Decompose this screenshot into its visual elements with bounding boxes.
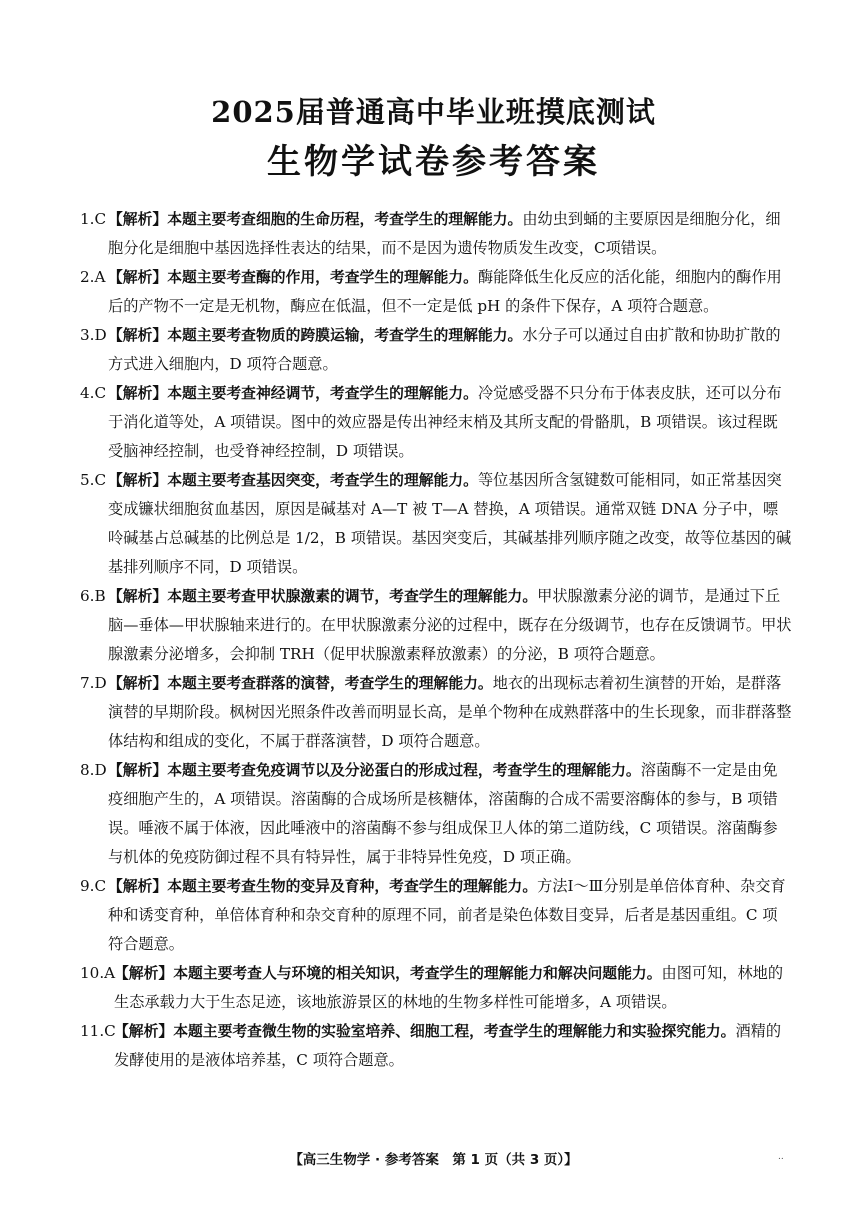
answer-number: 4.C xyxy=(80,384,107,402)
answer-body: 方法Ⅰ～Ⅲ分别是单倍体育种、杂交育种和诱变育种，单倍体育种和杂交育种的原理不同，前者是染色体数目变异，后者是基因重组。C 项符合题意。 xyxy=(108,877,786,953)
exam-title: 2025届普通高中毕业班摸底测试 xyxy=(211,95,656,129)
answer-item-2 xyxy=(80,263,792,321)
answer-lead: 【解析】本题主要考查基因突变，考查学生的理解能力。 xyxy=(108,472,478,489)
answer-number: 9.C xyxy=(80,877,107,895)
answer-item-4 xyxy=(80,379,792,466)
answer-item-9 xyxy=(80,872,792,959)
answer-item-8 xyxy=(80,756,792,872)
answer-lead: 【解析】本题主要考查群落的演替，考查学生的理解能力。 xyxy=(108,675,493,692)
answer-item-6 xyxy=(80,582,792,669)
answer-number: 7.D xyxy=(80,674,107,692)
answer-body: 溶菌酶不一定是由免疫细胞产生的，A 项错误。溶菌酶的合成场所是核糖体，溶菌酶的合成不需要溶酶体的参与，B 项错误。唾液不属于体液，因此唾液中的溶菌酶不参与组成保卫人体的第二道防线，C 项错误。溶菌酶参与机体的免疫防御过程不具有特异性，属于非特异性免疫，D 项正确。 xyxy=(108,761,778,866)
answer-lead: 【解析】本题主要考查甲状腺激素的调节，考查学生的理解能力。 xyxy=(108,588,538,605)
answer-item-3 xyxy=(80,321,792,379)
answer-number: 2.A xyxy=(80,268,106,286)
answer-item-1 xyxy=(80,205,792,263)
corner-mark: .. xyxy=(778,1152,784,1162)
answer-number: 3.D xyxy=(80,326,107,344)
answer-list xyxy=(80,205,792,1075)
answer-body: 由幼虫到蛹的主要原因是细胞分化，细胞分化是细胞中基因选择性表达的结果，而不是因为遗传物质发生改变，C项错误。 xyxy=(108,210,781,257)
answer-lead: 【解析】本题主要考查细胞的生命历程，考查学生的理解能力。 xyxy=(108,211,523,228)
answer-body: 酒精的发酵使用的是液体培养基，C 项符合题意。 xyxy=(114,1022,782,1069)
answer-item-11 xyxy=(80,1017,792,1075)
answer-body: 冷觉感受器不只分布于体表皮肤，还可以分布于消化道等处，A 项错误。图中的效应器是传出神经末梢及其所支配的骨骼肌，B 项错误。该过程既受脑神经控制，也受脊神经控制，D 项错误。 xyxy=(108,384,782,460)
answer-lead: 【解析】本题主要考查物质的跨膜运输，考查学生的理解能力。 xyxy=(108,327,523,344)
answer-number: 11.C xyxy=(80,1022,116,1040)
answer-item-5 xyxy=(80,466,792,582)
page-footer: 【高三生物学 · 参考答案 第 1 页（共 3 页）】 xyxy=(289,1152,578,1168)
answer-lead: 【解析】本题主要考查人与环境的相关知识，考查学生的理解能力和解决问题能力。 xyxy=(114,965,662,982)
answer-lead: 【解析】本题主要考查免疫调节以及分泌蛋白的形成过程，考查学生的理解能力。 xyxy=(108,762,641,779)
answer-body: 甲状腺激素分泌的调节，是通过下丘脑—垂体—甲状腺轴来进行的。在甲状腺激素分泌的过程中，既存在分级调节，也存在反馈调节。甲状腺激素分泌增多，会抑制 TRH（促甲状腺激素释放激素）的分泌，B 项符合题意。 xyxy=(108,587,792,663)
answer-number: 5.C xyxy=(80,471,107,489)
answer-body: 水分子可以通过自由扩散和协助扩散的方式进入细胞内，D 项符合题意。 xyxy=(108,326,781,373)
answer-key-title: 生物学试卷参考答案 xyxy=(267,142,600,182)
answer-body: 地衣的出现标志着初生演替的开始，是群落演替的早期阶段。枫树因光照条件改善而明显长高，是单个物种在成熟群落中的生长现象，而非群落整体结构和组成的变化，不属于群落演替，D 项符合题意。 xyxy=(108,674,792,750)
answer-lead: 【解析】本题主要考查生物的变异及育种，考查学生的理解能力。 xyxy=(108,878,538,895)
answer-lead: 【解析】本题主要考查神经调节，考查学生的理解能力。 xyxy=(108,385,478,402)
answer-body: 酶能降低生化反应的活化能，细胞内的酶作用后的产物不一定是无机物，酶应在低温，但不一定是低 pH 的条件下保存，A 项符合题意。 xyxy=(108,268,782,315)
answer-number: 1.C xyxy=(80,210,107,228)
answer-item-10 xyxy=(80,959,792,1017)
answer-body: 由图可知，林地的生态承载力大于生态足迹，该地旅游景区的林地的生物多样性可能增多，A 项错误。 xyxy=(114,964,783,1011)
answer-number: 8.D xyxy=(80,761,107,779)
answer-item-7 xyxy=(80,669,792,756)
answer-body: 等位基因所含氢键数可能相同，如正常基因突变成镰状细胞贫血基因，原因是碱基对 A—T 被 T—A 替换，A 项错误。通常双链 DNA 分子中，嘌呤碱基占总碱基的比例总是 1/2，B 项错误。基因突变后，其碱基排列顺序随之改变，故等位基因的碱基排列顺序不同，D 项错误。 xyxy=(108,471,792,576)
answer-lead: 【解析】本题主要考查微生物的实验室培养、细胞工程，考查学生的理解能力和实验探究能力。 xyxy=(114,1023,736,1040)
answer-lead: 【解析】本题主要考查酶的作用，考查学生的理解能力。 xyxy=(108,269,478,286)
answer-number: 6.B xyxy=(80,587,106,605)
answer-number: 10.A xyxy=(80,964,116,982)
